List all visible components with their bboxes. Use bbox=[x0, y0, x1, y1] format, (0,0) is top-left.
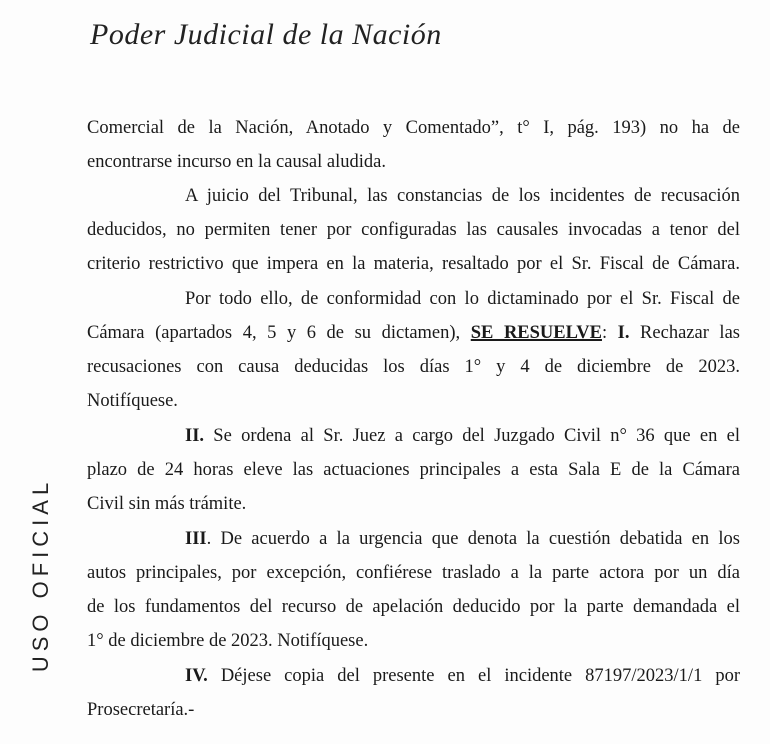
text-line: 1° de diciembre de 2023. Notifíquese. bbox=[87, 631, 369, 651]
text-line: autos principales, por excepción, confiérese traslado a la parte actora por un día bbox=[87, 563, 740, 583]
resolution-heading: SE RESUELVE bbox=[470, 323, 602, 343]
document-letterhead: Poder Judicial de la Nación bbox=[90, 18, 442, 51]
text-line bbox=[185, 665, 740, 687]
text-line bbox=[185, 425, 740, 447]
text-segment: Se ordena al Sr. Juez a cargo del Juzgado Civil n° 36 que en el bbox=[204, 426, 740, 446]
text-segment: : bbox=[601, 323, 618, 343]
section-numeral: IV. bbox=[185, 666, 208, 686]
text-line bbox=[185, 528, 740, 550]
text-line: criterio restrictivo que impera en la materia, resaltado por el Sr. Fiscal de Cámara. bbox=[87, 254, 740, 274]
section-numeral: III bbox=[185, 529, 207, 549]
text-segment: Rechazar las bbox=[629, 323, 740, 343]
text-line: A juicio del Tribunal, las constancias de los incidentes de recusación bbox=[185, 186, 740, 206]
text-line: encontrarse incurso en la causal aludida. bbox=[87, 152, 386, 172]
text-line: Por todo ello, de conformidad con lo dictaminado por el Sr. Fiscal de bbox=[185, 289, 740, 309]
section-numeral: II. bbox=[185, 426, 205, 446]
text-line: Comercial de la Nación, Anotado y Comentado”, t° I, pág. 193) no ha de bbox=[87, 118, 740, 138]
text-line: Prosecretaría.- bbox=[87, 700, 195, 720]
text-segment: Cámara (apartados 4, 5 y 6 de su dictamen), bbox=[87, 323, 471, 343]
text-line: recusaciones con causa deducidas los días 1° y 4 de diciembre de 2023. bbox=[87, 357, 740, 377]
text-segment: . De acuerdo a la urgencia que denota la cuestión debatida en los bbox=[206, 529, 740, 549]
side-watermark-label: USO OFICIAL bbox=[28, 477, 53, 673]
text-line: plazo de 24 horas eleve las actuaciones principales a esta Sala E de la Cámara bbox=[87, 460, 740, 480]
section-numeral: I. bbox=[617, 323, 630, 343]
text-line: de los fundamentos del recurso de apelación deducido por la parte demandada el bbox=[87, 597, 740, 617]
text-line: Notifíquese. bbox=[87, 391, 178, 411]
text-line: deducidos, no permiten tener por configuradas las causales invocadas a tenor del bbox=[87, 220, 740, 240]
text-line: Civil sin más trámite. bbox=[87, 494, 247, 514]
text-segment: Déjese copia del presente en el incidente 87197/2023/1/1 por bbox=[207, 666, 740, 686]
text-line bbox=[87, 322, 740, 344]
